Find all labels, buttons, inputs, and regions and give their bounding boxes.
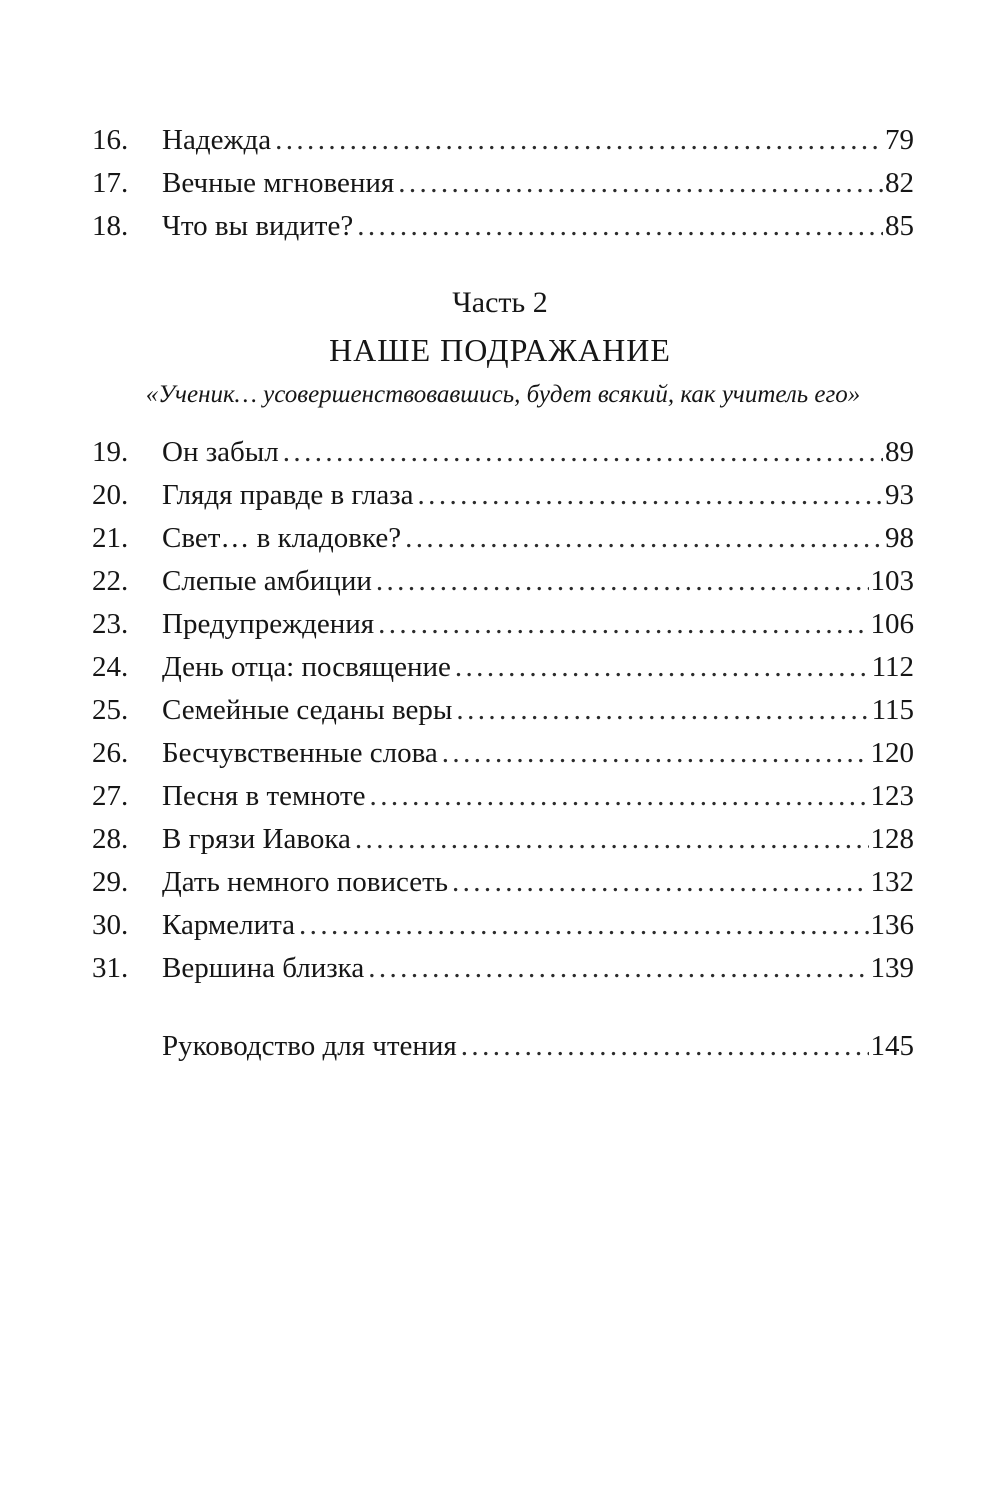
toc-entry-title: Бесчувственные слова	[162, 737, 438, 769]
toc-entry-page: 115	[871, 694, 914, 726]
toc-entry-number: 18.	[92, 210, 129, 242]
toc-entry-page: 82	[885, 167, 914, 199]
toc-entry[interactable]	[92, 474, 914, 517]
toc-entry[interactable]	[92, 947, 914, 990]
dot-leader	[461, 1025, 869, 1068]
dot-leader	[275, 119, 883, 162]
toc-entry-page: 123	[870, 780, 914, 812]
toc-entry[interactable]	[92, 904, 914, 947]
dot-leader	[355, 818, 869, 861]
toc-entry[interactable]	[92, 431, 914, 474]
toc-entry-title: Дать немного повисеть	[162, 866, 448, 898]
toc-entry-number: 20.	[92, 479, 129, 511]
toc-list-part2	[92, 431, 914, 990]
toc-entry-title: Что вы видите?	[162, 210, 354, 242]
toc-list-part1-tail	[92, 119, 914, 248]
toc-entry-title: В грязи Иавока	[162, 823, 351, 855]
toc-entry-title: Песня в темноте	[162, 780, 366, 812]
toc-entry-title: День отца: посвящение	[162, 651, 451, 683]
toc-entry[interactable]	[92, 603, 914, 646]
toc-entry-page: 136	[870, 909, 914, 941]
dot-leader	[455, 646, 870, 689]
toc-entry[interactable]	[92, 162, 914, 205]
toc-entry[interactable]	[92, 861, 914, 904]
toc-entry[interactable]	[92, 560, 914, 603]
toc-entry-number: 24.	[92, 651, 129, 683]
toc-entry-page: 106	[870, 608, 914, 640]
toc-entry-page: 103	[870, 565, 914, 597]
toc-entry-title: Вечные мгновения	[162, 167, 395, 199]
toc-entry[interactable]	[92, 517, 914, 560]
toc-entry-page: 112	[871, 651, 914, 683]
toc-entry-page: 89	[885, 436, 914, 468]
dot-leader	[405, 517, 883, 560]
toc-reading-guide	[92, 1025, 914, 1068]
dot-leader	[370, 775, 869, 818]
toc-entry-title: Вершина близка	[162, 952, 365, 984]
toc-entry[interactable]	[92, 205, 914, 248]
toc-entry-number: 31.	[92, 952, 129, 984]
part-title: НАШЕ ПОДРАЖАНИЕ	[329, 332, 671, 368]
toc-entry[interactable]	[92, 732, 914, 775]
toc-entry-number: 27.	[92, 780, 129, 812]
toc-entry-title: Семейные седаны веры	[162, 694, 453, 726]
toc-entry[interactable]	[92, 775, 914, 818]
toc-entry[interactable]	[92, 689, 914, 732]
toc-entry[interactable]	[92, 646, 914, 689]
toc-entry-number: 22.	[92, 565, 129, 597]
toc-entry[interactable]	[92, 119, 914, 162]
dot-leader	[398, 162, 883, 205]
toc-entry-page: 139	[870, 952, 914, 984]
toc-entry-title: Кармелита	[162, 909, 296, 941]
toc-entry-number: 30.	[92, 909, 129, 941]
toc-entry-page: 120	[870, 737, 914, 769]
toc-entry-page: 145	[870, 1030, 914, 1062]
dot-leader	[442, 732, 869, 775]
toc-entry-page: 98	[885, 522, 914, 554]
toc-entry-title: Надежда	[162, 124, 272, 156]
toc-entry-number: 23.	[92, 608, 129, 640]
dot-leader	[418, 474, 883, 517]
dot-leader	[378, 603, 868, 646]
dot-leader	[368, 947, 868, 990]
dot-leader	[299, 904, 868, 947]
dot-leader	[283, 431, 883, 474]
toc-entry-title: Руководство для чтения	[162, 1030, 457, 1062]
toc-entry[interactable]	[92, 818, 914, 861]
toc-entry-number: 29.	[92, 866, 129, 898]
toc-entry-number: 28.	[92, 823, 129, 855]
toc-entry-number: 21.	[92, 522, 129, 554]
dot-leader	[376, 560, 869, 603]
toc-entry-number: 26.	[92, 737, 129, 769]
dot-leader	[456, 689, 869, 732]
toc-entry-page: 128	[870, 823, 914, 855]
dot-leader	[357, 205, 883, 248]
toc-entry-title: Он забыл	[162, 436, 279, 468]
toc-entry-title: Предупреждения	[162, 608, 375, 640]
toc-entry-page: 79	[885, 124, 914, 156]
part-label: Часть 2	[452, 286, 548, 319]
toc-entry-page: 85	[885, 210, 914, 242]
toc-entry-number: 19.	[92, 436, 129, 468]
toc-entry-number: 16.	[92, 124, 129, 156]
toc-entry-reading-guide[interactable]	[92, 1025, 914, 1068]
toc-entry-number: 17.	[92, 167, 129, 199]
toc-entry-title: Свет… в кладовке?	[162, 522, 402, 554]
toc-entry-title: Слепые амбиции	[162, 565, 372, 597]
toc-entry-title: Глядя правде в глаза	[162, 479, 414, 511]
dot-leader	[452, 861, 869, 904]
toc-entry-number: 25.	[92, 694, 129, 726]
part-epigraph: «Ученик… усовершенствовавшись, будет всякий, как учитель его»	[145, 381, 861, 408]
toc-entry-page: 93	[885, 479, 914, 511]
toc-entry-page: 132	[870, 866, 914, 898]
